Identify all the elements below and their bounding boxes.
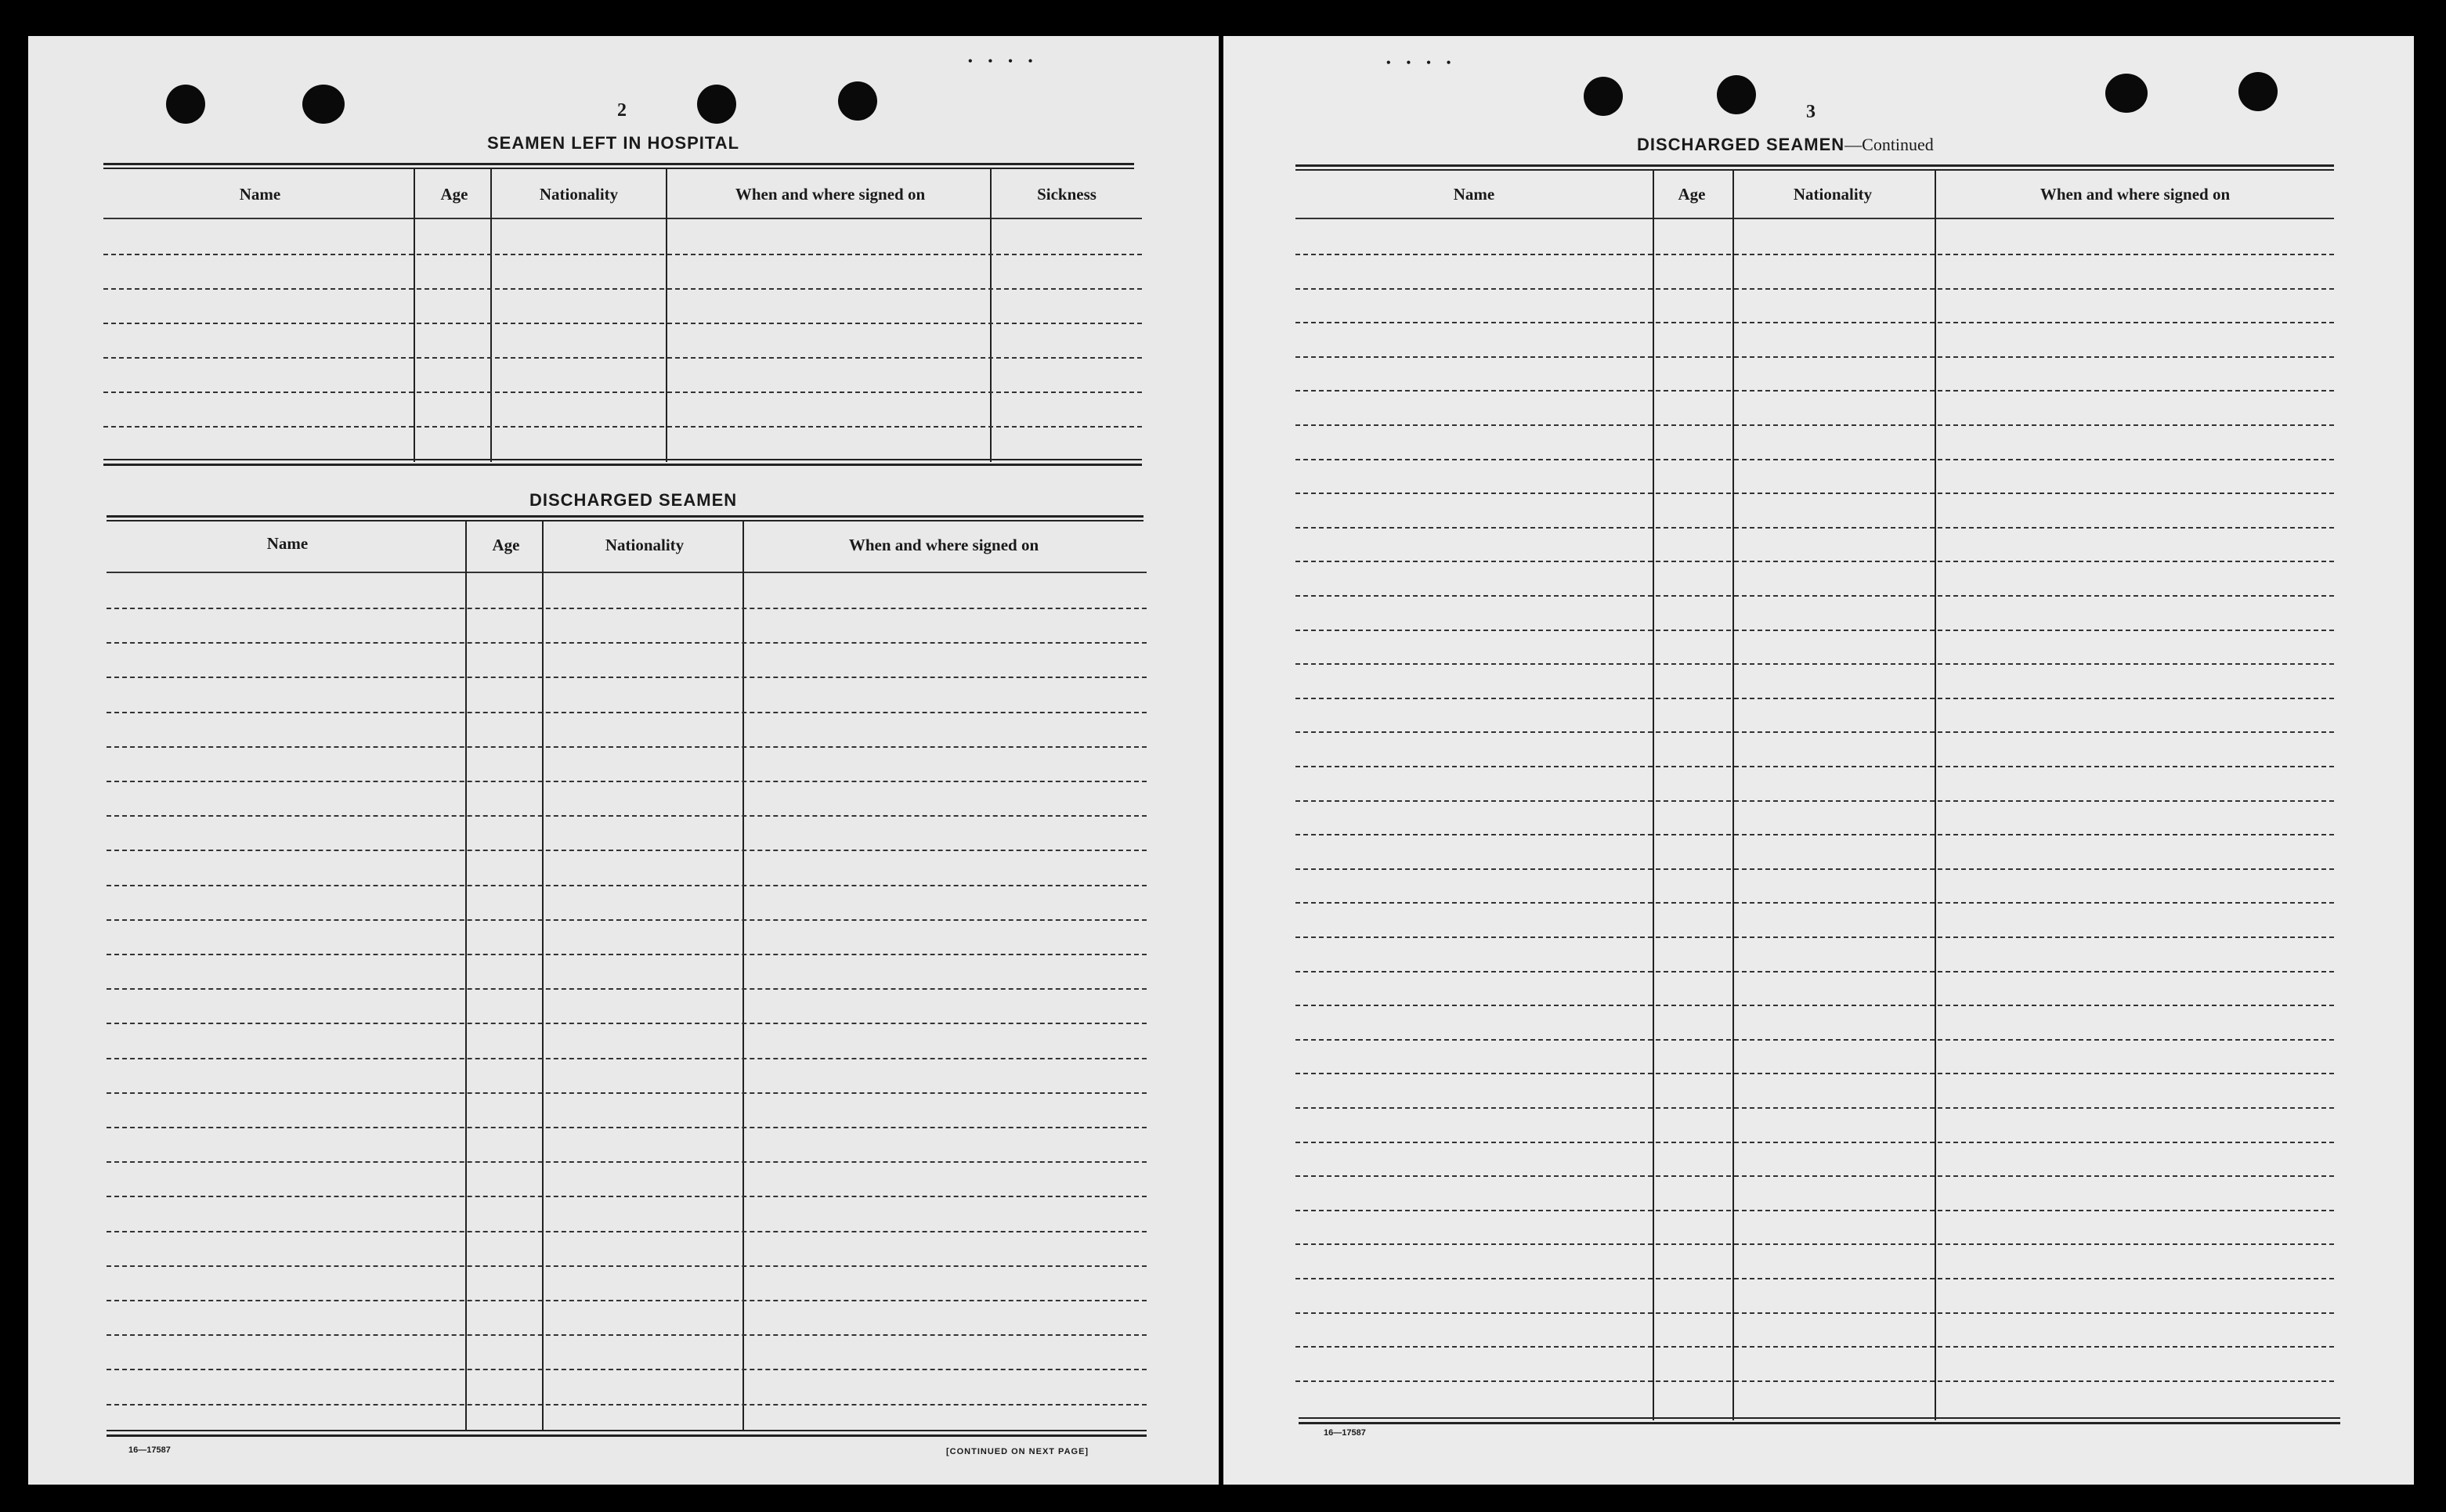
table-bottom-rule: [1299, 1422, 2340, 1424]
table-row: [1295, 595, 2334, 597]
right-page: [1223, 36, 2414, 1485]
table-top-rule: [1295, 164, 2334, 167]
table-row: [1295, 731, 2334, 733]
binder-hole: [166, 85, 205, 124]
section-title-discharged-continued: [1637, 135, 1934, 155]
table-row: [1295, 356, 2334, 358]
table-row: [1295, 1107, 2334, 1109]
table-row: [1295, 322, 2334, 323]
title-main: DISCHARGED SEAMEN: [1637, 135, 1845, 154]
page-number: 2: [617, 100, 627, 121]
table-row: [103, 323, 1142, 324]
table-row: [1295, 902, 2334, 904]
table-row: [1295, 698, 2334, 699]
column-header-signed-on: When and where signed on: [848, 536, 1039, 554]
table-row: [107, 815, 1147, 817]
table-bottom-rule: [107, 1430, 1147, 1431]
table-row: [1295, 800, 2334, 802]
table-row: [1295, 1380, 2334, 1382]
column-header-name: Name: [1453, 185, 1495, 204]
table-row: [1295, 390, 2334, 392]
binder-hole: [1717, 75, 1756, 114]
table-row: [1295, 424, 2334, 426]
table-row: [1295, 936, 2334, 938]
column-divider: [1653, 171, 1654, 1420]
table-row: [1295, 766, 2334, 767]
table-bottom-rule: [103, 464, 1142, 466]
print-mark: • • • •: [1386, 56, 1458, 70]
column-header-age: Age: [440, 185, 468, 204]
table-row: [107, 1196, 1147, 1197]
table-row: [107, 1265, 1147, 1267]
table-row: [107, 1127, 1147, 1128]
form-number: 16—17587: [1324, 1428, 1366, 1438]
table-row: [1295, 527, 2334, 529]
table-row: [107, 1300, 1147, 1301]
table-row: [1295, 834, 2334, 835]
table-row: [1295, 254, 2334, 255]
table-row: [107, 1023, 1147, 1024]
header-rule: [1295, 218, 2334, 219]
table-row: [103, 426, 1142, 428]
table-row: [1295, 288, 2334, 290]
binder-hole: [838, 81, 877, 121]
table-row: [107, 954, 1147, 955]
column-header-nationality: Nationality: [605, 536, 685, 554]
table-row: [107, 1161, 1147, 1163]
column-divider: [414, 168, 415, 462]
table-row: [1295, 1312, 2334, 1314]
table-row: [107, 1231, 1147, 1232]
table-row: [1295, 1210, 2334, 1211]
table-row: [1295, 1278, 2334, 1279]
column-divider: [742, 521, 744, 1431]
table-row: [107, 1058, 1147, 1059]
table-row: [1295, 1175, 2334, 1177]
page-number: 3: [1806, 102, 1816, 122]
table-row: [1295, 971, 2334, 973]
left-page: [28, 36, 1219, 1485]
table-row: [107, 919, 1147, 921]
table-row: [107, 1092, 1147, 1094]
table-top-rule: [107, 520, 1144, 521]
continued-note: [CONTINUED ON NEXT PAGE]: [946, 1447, 1089, 1456]
table-row: [1295, 561, 2334, 562]
binder-hole: [697, 85, 736, 124]
column-header-sickness: Sickness: [1037, 185, 1097, 204]
table-row: [107, 712, 1147, 713]
table-row: [1295, 459, 2334, 460]
table-row: [103, 392, 1142, 393]
table-top-rule: [103, 168, 1134, 169]
table-row: [107, 1369, 1147, 1370]
column-header-name: Name: [266, 534, 309, 553]
column-header-name: Name: [239, 185, 281, 204]
column-header-nationality: Nationality: [539, 185, 619, 204]
header-rule: [107, 572, 1147, 573]
table-row: [107, 988, 1147, 990]
title-suffix: —Continued: [1844, 135, 1934, 154]
table-row: [1295, 1039, 2334, 1041]
column-divider: [465, 521, 467, 1431]
table-row: [107, 642, 1147, 644]
table-row: [1295, 1243, 2334, 1245]
table-row: [103, 357, 1142, 359]
column-divider: [1935, 171, 1936, 1420]
print-mark: • • • •: [968, 55, 1039, 68]
table-row: [107, 746, 1147, 748]
column-header-age: Age: [492, 536, 520, 554]
binder-hole: [302, 85, 345, 124]
table-row: [103, 254, 1142, 255]
header-rule: [103, 218, 1142, 219]
table-row: [107, 608, 1147, 609]
column-header-signed-on: When and where signed on: [2040, 185, 2231, 204]
table-top-rule: [103, 163, 1134, 165]
table-row: [1295, 493, 2334, 494]
table-bottom-rule: [103, 459, 1142, 460]
section-title-hospital: SEAMEN LEFT IN HOSPITAL: [487, 133, 740, 153]
table-top-rule: [107, 515, 1144, 518]
column-divider: [490, 168, 492, 462]
column-header-signed-on: When and where signed on: [735, 185, 926, 204]
binder-hole: [2105, 74, 2148, 113]
table-row: [1295, 1142, 2334, 1143]
table-row: [1295, 1005, 2334, 1006]
table-row: [107, 1334, 1147, 1336]
table-bottom-rule: [1299, 1417, 2340, 1419]
column-divider: [542, 521, 544, 1431]
table-row: [1295, 663, 2334, 665]
column-header-age: Age: [1678, 185, 1706, 204]
column-divider: [666, 168, 667, 462]
table-row: [1295, 868, 2334, 870]
table-row: [103, 288, 1142, 290]
table-row: [107, 781, 1147, 782]
table-row: [107, 850, 1147, 851]
table-row: [107, 677, 1147, 678]
table-top-rule: [1295, 169, 2334, 171]
table-row: [107, 1404, 1147, 1406]
column-header-nationality: Nationality: [1793, 185, 1873, 204]
section-title-discharged: DISCHARGED SEAMEN: [529, 490, 738, 510]
table-row: [107, 885, 1147, 886]
table-row: [1295, 630, 2334, 631]
binder-hole: [1584, 77, 1623, 116]
form-number: 16—17587: [128, 1445, 171, 1455]
table-row: [1295, 1346, 2334, 1348]
table-row: [1295, 1073, 2334, 1074]
binder-hole: [2238, 72, 2278, 111]
column-divider: [1732, 171, 1734, 1420]
table-bottom-rule: [107, 1434, 1147, 1437]
column-divider: [990, 168, 992, 462]
